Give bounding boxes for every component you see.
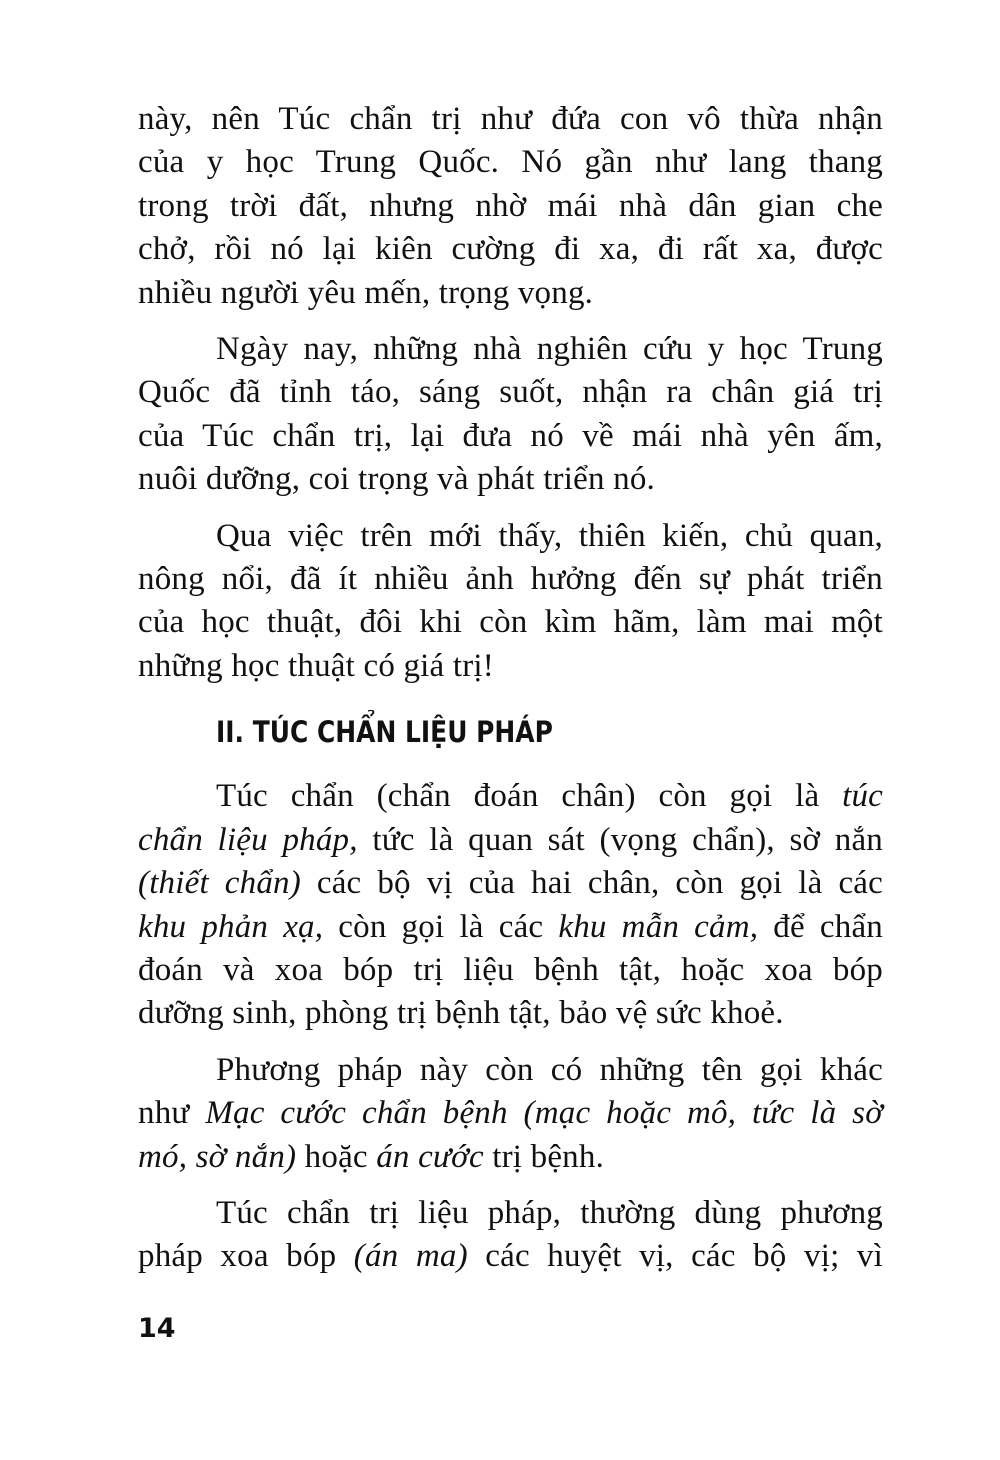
paragraph-3 [138,515,883,689]
text-line: của Túc chẩn trị, lại đưa nó về mái nhà yên ấm, [138,417,883,454]
text-line: này, nên Túc chẩn trị như đứa con vô thừa nhận [138,101,883,137]
text-line [138,906,883,949]
text-line: Phương pháp này còn có những tên gọi khác [216,1051,883,1088]
text-span: Túc chẩn (chẩn đoán chân) còn gọi là [216,778,843,815]
paragraph-4 [138,775,883,1035]
text-span: hoặc [296,1138,377,1175]
text-line [138,1092,883,1135]
paragraph-5 [138,1049,883,1179]
text-line: dưỡng sinh, phòng trị bệnh tật, bảo vệ sức khoẻ. [138,995,784,1032]
italic-term: (thiết chẩn) [138,865,301,902]
text-line: Túc chẩn trị liệu pháp, thường dùng phương [216,1194,883,1231]
text-span: tức là quan sát (vọng chẩn), sờ nắn [357,821,884,858]
text-line [138,775,883,818]
section-heading: II. TÚC CHẨN LIỆU PHÁP [216,715,553,750]
text-line: trong trời đất, nhưng nhờ mái nhà dân gian che [138,187,883,224]
text-line: nông nổi, đã ít nhiều ảnh hưởng đến sự phát triển [138,561,883,598]
page-number: 14 [138,1313,176,1344]
italic-term: túc [842,778,883,815]
text-line: chở, rồi nó lại kiên cường đi xa, đi rất xa, được [138,231,883,268]
text-span: còn gọi là các [323,908,559,945]
text-span: các bộ vị của hai chân, còn gọi là các [300,865,883,902]
paragraph-6 [138,1192,883,1279]
text-line: nuôi dưỡng, coi trọng và phát triển nó. [138,461,655,498]
text-span: trị bệnh. [483,1138,605,1175]
italic-term: chẩn liệu pháp, [138,821,358,858]
italic-term: Mạc cước chẩn bệnh (mạc hoặc mô, tức là sờ [205,1095,884,1132]
text-line [138,1235,883,1278]
text-line: Quốc đã tỉnh táo, sáng suốt, nhận ra chân giá trị [138,374,883,411]
text-line: của y học Trung Quốc. Nó gần như lang thang [138,144,883,181]
text-line [138,862,883,905]
italic-term: khu phản xạ, [138,908,324,945]
text-span: các huyệt vị, các bộ vị; vì [467,1238,883,1275]
italic-term: án cước [376,1138,484,1175]
text-line: nhiều người yêu mến, trọng vọng. [138,274,594,311]
italic-term: (án ma) [353,1238,468,1275]
text-span: như [138,1095,206,1132]
page-content [138,98,883,1292]
text-line: Ngày nay, những nhà nghiên cứu y học Trung [216,331,883,368]
italic-term: khu mẫn cảm, [558,908,759,945]
text-line: những học thuật có giá trị! [138,647,494,684]
text-line: của học thuật, đôi khi còn kìm hãm, làm mai một [138,604,883,641]
text-line: Qua việc trên mới thấy, thiên kiến, chủ quan, [216,517,883,554]
italic-term: mó, sờ nắn) [138,1138,297,1175]
text-line [138,1136,883,1179]
paragraph-2 [138,328,883,502]
text-line: đoán và xoa bóp trị liệu bệnh tật, hoặc xoa bóp [138,951,883,988]
text-line [138,819,883,862]
text-span: để chẩn [758,908,883,945]
paragraph-1 [138,98,883,315]
text-span: pháp xoa bóp [138,1238,354,1275]
